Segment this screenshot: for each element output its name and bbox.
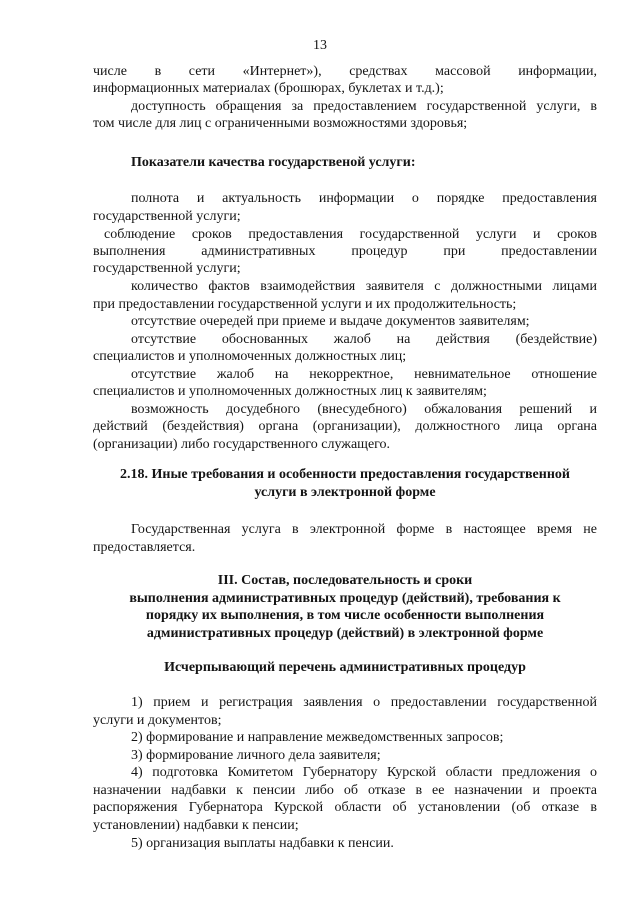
text-line: действий (бездействия) органа (организации), должностного лица органа — [93, 419, 597, 434]
text-line: том числе для лиц с ограниченными возможностями здоровья; — [93, 116, 468, 131]
text-line: государственной услуги; — [93, 261, 241, 276]
text-line: отсутствие обоснованных жалоб на действия (бездействие) — [131, 332, 597, 347]
text-line: Государственная услуга в электронной форме в настоящее время не — [131, 522, 597, 537]
text-line: отсутствие жалоб на некорректное, невнимательное отношение — [131, 367, 597, 382]
text-line: специалистов и уполномоченных должностных лиц; — [93, 349, 407, 364]
text-line: предоставляется. — [93, 540, 196, 555]
text-line: числе в сети «Интернет»), средствах массовой информации, — [93, 64, 597, 79]
list-item: 4) подготовка Комитетом Губернатору Курской области предложения о — [131, 765, 597, 780]
section-heading-iii: порядку их выполнения, в том числе особенности выполнения — [145, 608, 545, 623]
list-item: 2) формирование и направление межведомственных запросов; — [131, 730, 504, 745]
text-line: специалистов и уполномоченных должностных лиц к заявителям; — [93, 384, 487, 399]
text-line: доступность обращения за предоставлением государственной услуги, в — [131, 99, 597, 114]
text-line: государственной услуги; — [93, 209, 241, 224]
list-item: установлении) надбавки к пенсии; — [93, 818, 299, 833]
section-heading-2-18: услуги в электронной форме — [254, 485, 436, 500]
list-item: распоряжения Губернатора Курской области об установлении (об отказе в — [93, 800, 597, 815]
section-heading-iii: выполнения административных процедур (действий), требования к — [129, 591, 561, 606]
page-number: 13 — [313, 38, 327, 53]
list-item: 1) прием и регистрация заявления о предоставлении государственной — [131, 695, 597, 710]
section-heading-iii: III. Состав, последовательность и сроки — [217, 573, 473, 588]
text-line: соблюдение сроков предоставления государственной услуги и сроков — [104, 227, 597, 242]
list-item: 3) формирование личного дела заявителя; — [131, 748, 381, 763]
list-item: назначении надбавки к пенсии либо об отказе в ее назначении и проекта — [93, 783, 597, 798]
section-heading-iii: административных процедур (действий) в электронной форме — [146, 626, 544, 641]
list-item: услуги и документов; — [93, 713, 222, 728]
text-line: возможность досудебного (внесудебного) обжалования решений и — [131, 402, 597, 417]
text-line: количество фактов взаимодействия заявителя с должностными лицами — [131, 279, 597, 294]
section-heading-procedures: Исчерпывающий перечень административных процедур — [164, 660, 526, 675]
text-line: выполнения административных процедур при предоставлении — [93, 244, 597, 259]
text-line: при предоставлении государственной услуги и их продолжительность; — [93, 297, 517, 312]
text-line: отсутствие очередей при приеме и выдаче документов заявителям; — [131, 314, 530, 329]
section-heading-2-18: 2.18. Иные требования и особенности предоставления государственной — [120, 467, 570, 482]
text-line: информационных материалах (брошюрах, буклетах и т.д.); — [93, 81, 444, 96]
list-item: 5) организация выплаты надбавки к пенсии. — [131, 836, 394, 851]
text-line: (организации) либо государственного служащего. — [93, 437, 391, 452]
text-line: полнота и актуальность информации о порядке предоставления — [131, 191, 597, 206]
section-heading-quality: Показатели качества государственой услуги: — [131, 155, 416, 170]
